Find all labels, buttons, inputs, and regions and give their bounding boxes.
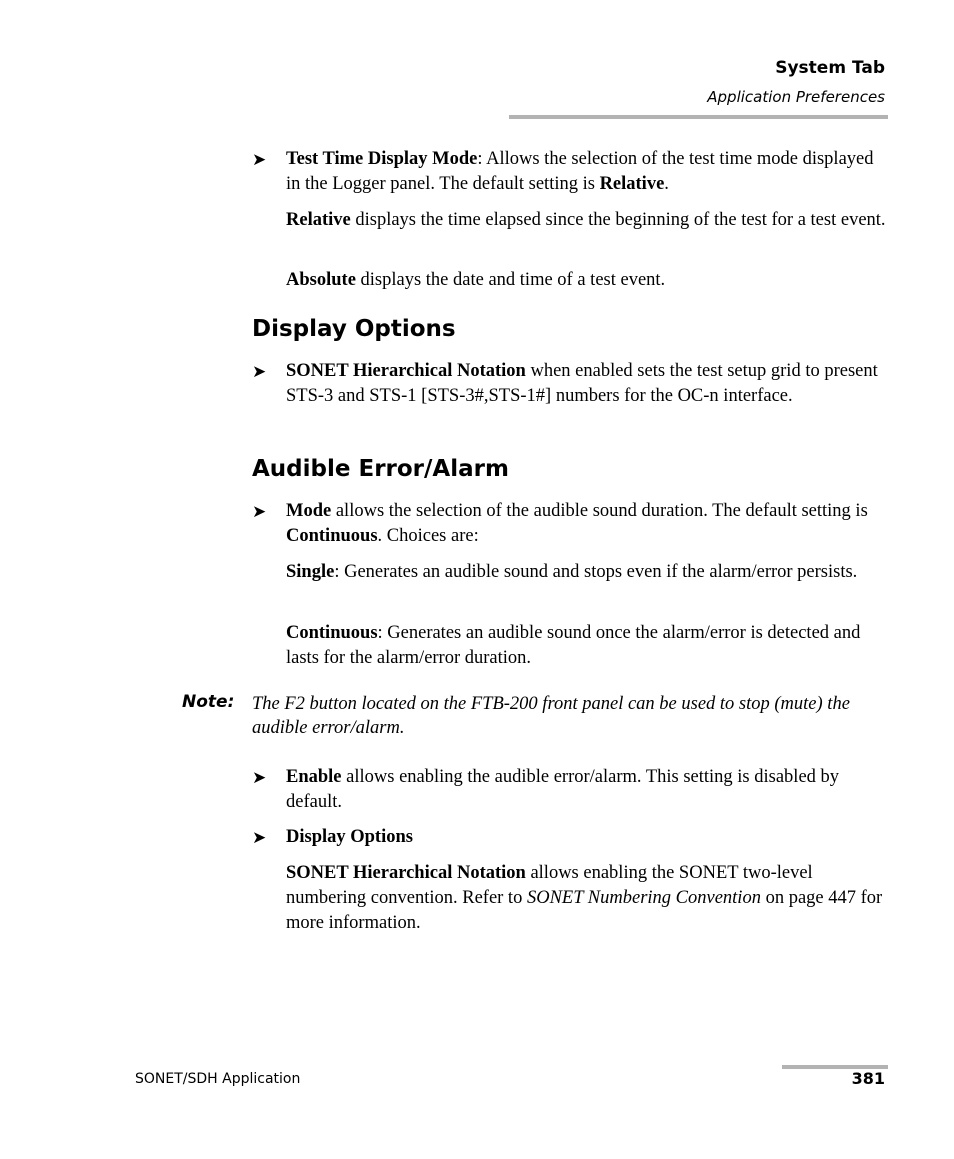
term-absolute: Absolute xyxy=(286,270,356,290)
footer-chapter-title: SONET/SDH Application xyxy=(135,1071,301,1087)
term-test-time-display-mode: Test Time Display Mode xyxy=(286,149,478,169)
paragraph-sonet-hierarchical-notation xyxy=(286,861,888,936)
heading-audible-error-alarm: Audible Error/Alarm xyxy=(252,456,509,482)
text-span: on page 447 for more information. xyxy=(286,888,883,933)
term-single: Single xyxy=(286,562,335,582)
text-span: when enabled sets the test setup grid to present STS-3 and STS-1 [STS-3#,STS-1#] numbers for the OC-n interface. xyxy=(286,361,878,406)
bullet-text xyxy=(286,359,888,409)
bullet-test-time-display-mode xyxy=(252,147,888,197)
arrow-bullet-icon: ➤ xyxy=(252,362,267,382)
page-number: 381 xyxy=(851,1069,885,1088)
bullet-text xyxy=(286,825,888,850)
bullet-text xyxy=(286,765,888,815)
header-rule xyxy=(509,115,888,119)
text-span: allows enabling the SONET two-level numbering convention. Refer to xyxy=(286,863,813,908)
bullet-text xyxy=(286,499,888,549)
term-mode: Mode xyxy=(286,501,332,521)
running-header-title: System Tab xyxy=(775,58,885,78)
text-span: : Allows the selection of the test time mode displayed in the Logger panel. The default setting is xyxy=(286,149,874,194)
term-sonet-hierarchical-notation: SONET Hierarchical Notation xyxy=(286,361,526,381)
arrow-bullet-icon: ➤ xyxy=(252,768,267,788)
bullet-enable xyxy=(252,765,888,815)
text-span: allows enabling the audible error/alarm. This setting is disabled by default. xyxy=(286,767,840,812)
cross-reference-link[interactable]: SONET Numbering Convention xyxy=(526,888,761,908)
term-default-continuous: Continuous xyxy=(286,526,378,546)
text-span: displays the time elapsed since the beginning of the test for a test event. xyxy=(350,210,886,230)
note-text: The F2 button located on the FTB-200 front panel can be used to stop (mute) the audible error/alarm. xyxy=(252,694,850,738)
term-default-relative: Relative xyxy=(599,174,665,194)
paragraph-absolute xyxy=(286,268,888,293)
term-sonet-hierarchical-notation: SONET Hierarchical Notation xyxy=(286,863,526,883)
term-display-options: Display Options xyxy=(286,827,413,847)
paragraph-relative xyxy=(286,208,888,233)
arrow-bullet-icon: ➤ xyxy=(252,150,267,170)
text-span: allows the selection of the audible sound duration. The default setting is xyxy=(331,501,868,521)
heading-display-options: Display Options xyxy=(252,316,456,342)
arrow-bullet-icon: ➤ xyxy=(252,828,267,848)
term-enable: Enable xyxy=(286,767,342,787)
term-relative: Relative xyxy=(286,210,351,230)
text-span: . xyxy=(664,174,669,194)
arrow-bullet-icon: ➤ xyxy=(252,502,267,522)
bullet-mode xyxy=(252,499,888,549)
text-span: : Generates an audible sound once the alarm/error is detected and lasts for the alarm/error duration. xyxy=(286,623,861,668)
paragraph-single xyxy=(286,560,888,585)
note-label: Note: xyxy=(182,692,235,712)
running-header-subtitle: Application Preferences xyxy=(707,88,885,106)
term-continuous: Continuous xyxy=(286,623,378,643)
paragraph-continuous xyxy=(286,621,888,671)
bullet-sonet-hierarchical-notation xyxy=(252,359,888,409)
bullet-display-options xyxy=(252,825,888,850)
text-span: displays the date and time of a test event. xyxy=(355,270,666,290)
text-span: : Generates an audible sound and stops even if the alarm/error persists. xyxy=(334,562,858,582)
text-span: . Choices are: xyxy=(377,526,479,546)
bullet-text xyxy=(286,147,888,197)
